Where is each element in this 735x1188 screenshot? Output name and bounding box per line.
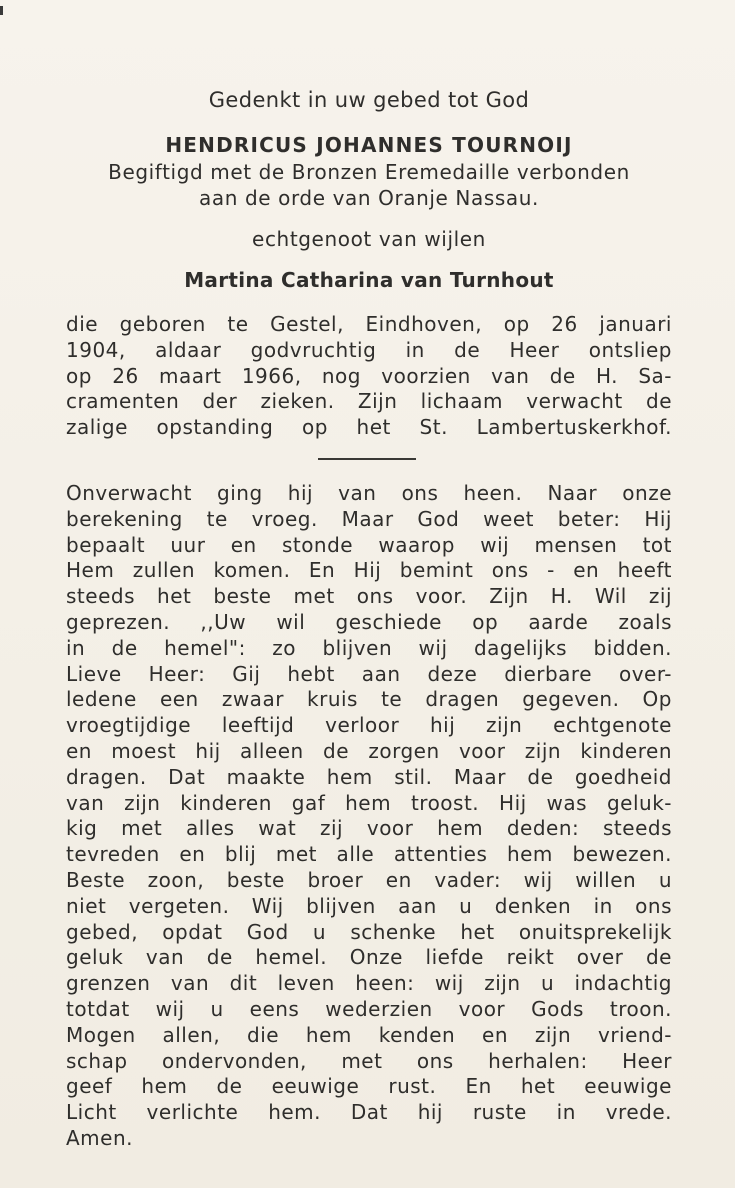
text-line: geluk van de hemel. Onze liefde reikt over de (66, 945, 672, 970)
text-line: bepaalt uur en stonde waarop wij mensen tot (66, 532, 672, 557)
biography-paragraph (66, 312, 672, 441)
text-line: Mogen allen, die hem kenden en zijn vriend- (66, 1022, 672, 1047)
text-line: Licht verlichte hem. Dat hij ruste in vrede. (66, 1100, 672, 1125)
text-line: gebed, opdat God u schenke het onuitsprekelijk (66, 919, 672, 944)
text-line: steeds het beste met ons voor. Zijn H. Wil zij (66, 584, 672, 609)
text-line: Onverwacht ging hij van ons heen. Naar onze (66, 481, 672, 505)
spouse-name: Martina Catharina van Turnhout (184, 268, 554, 292)
biography-line: 1904, aldaar godvruchtig in de Heer ontsliep (66, 337, 672, 362)
honor-line: Begiftigd met de Bronzen Eremedaille verbonden (108, 160, 630, 184)
text-line: tevreden en blij met alle attenties hem bewezen. (66, 842, 672, 867)
divider-rule (318, 458, 416, 460)
text-line: grenzen van dit leven heen: wij zijn u indachtig (66, 971, 672, 996)
text-line: Amen. (66, 1125, 134, 1150)
text-line: niet vergeten. Wij blijven aan u denken in ons (66, 893, 672, 918)
text-line: berekening te vroeg. Maar God weet beter: Hij (66, 506, 672, 531)
deceased-name: HENDRICUS JOHANNES TOURNOIJ (165, 133, 573, 157)
intro-line: Gedenkt in uw gebed tot God (208, 88, 530, 112)
text-line: geprezen. ,,Uw wil geschiede op aarde zoals (66, 609, 672, 634)
honor-text (66, 159, 672, 211)
biography-line: zalige opstanding op het St. Lambertuskerkhof. (66, 415, 672, 440)
text-line: en moest hij alleen de zorgen voor zijn kinderen (66, 738, 672, 763)
text-line: in de hemel": zo blijven wij dagelijks bidden. (66, 635, 672, 660)
text-line: dragen. Dat maakte hem stil. Maar de goedheid (66, 764, 672, 789)
text-line: schap ondervonden, met ons herhalen: Heer (66, 1048, 672, 1073)
text-line: geef hem de eeuwige rust. En het eeuwige (66, 1074, 672, 1099)
biography-line: cramenten der zieken. Zijn lichaam verwacht de (66, 389, 672, 414)
biography-line: op 26 maart 1966, nog voorzien van de H. Sa- (66, 363, 672, 388)
text-line: Hem zullen komen. En Hij bemint ons - en heeft (66, 558, 672, 583)
honor-line: aan de orde van Oranje Nassau. (199, 186, 539, 210)
spouse-intro: echtgenoot van wijlen (252, 227, 486, 251)
text-line: Beste zoon, beste broer en vader: wij willen u (66, 867, 672, 892)
text-line: van zijn kinderen gaf hem troost. Hij was geluk- (66, 790, 672, 815)
text-line: vroegtijdige leeftijd verloor hij zijn echtgenote (66, 713, 672, 738)
text-line: Lieve Heer: Gij hebt aan deze dierbare over- (66, 661, 672, 686)
text-line: ledene een zwaar kruis te dragen gegeven. Op (66, 687, 672, 712)
text-line: totdat wij u eens wederzien voor Gods troon. (66, 996, 672, 1021)
corner-mark (0, 6, 3, 15)
biography-line: die geboren te Gestel, Eindhoven, op 26 januari (66, 312, 672, 336)
text-line: kig met alles wat zij voor hem deden: steeds (66, 816, 672, 841)
memorial-text-paragraph (66, 481, 672, 1152)
